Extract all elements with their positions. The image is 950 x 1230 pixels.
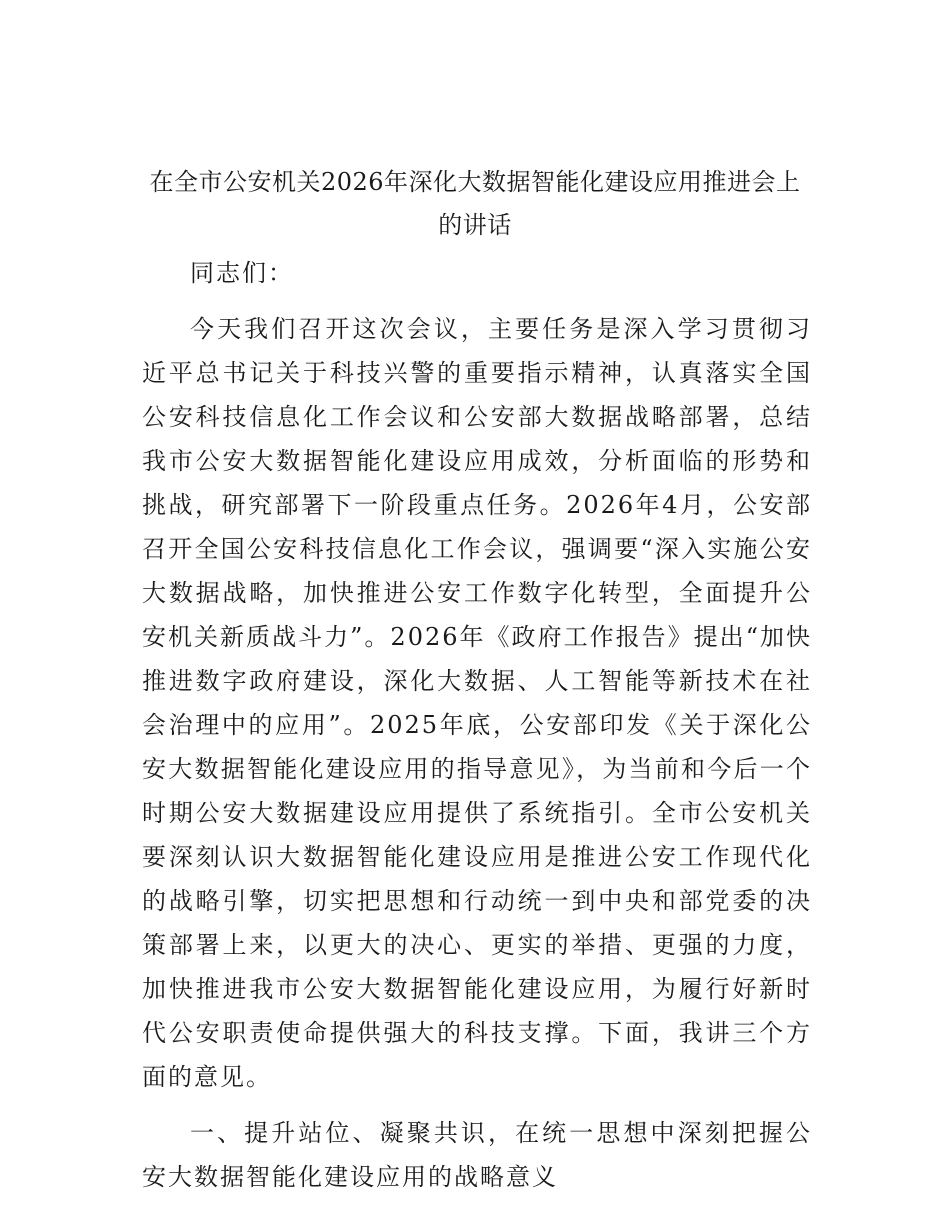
document-title: 在全市公安机关2026年深化大数据智能化建设应用推进会上的讲话 (149, 168, 801, 239)
paragraph-intro: 今天我们召开这次会议，主要任务是深入学习贯彻习近平总书记关于科技兴警的重要指示精神，认真落实全国公安科技信息化工作会议和公安部大数据战略部署，总结我市公安大数据智能化建设应用成效，分析面临的形势和挑战，研究部署下一阶段重点任务。2026年4月，公安部召开全国公安科技信息化工作会议，强调要“深入实施公安大数据战略，加快推进公安工作数字化转型，全面提升公安机关新质战斗力”。2026年《政府工作报告》提出“加快推进数字政府建设，深化大数据、人工智能等新技术在社会治理中的应用”。2025年底，公安部印发《关于深化公安大数据智能化建设应用的指导意见》，为当前和今后一个时期公安大数据建设应用提供了系统指引。全市公安机关要深刻认识大数据智能化建设应用是推进公安工作现代化的战略引擎，切实把思想和行动统一到中央和部党委的决策部署上来，以更大的决心、更实的举措、更强的力度，加快推进我市公安大数据智能化建设应用，为履行好新时代公安职责使命提供强大的科技支撑。下面，我讲三个方面的意见。 (142, 315, 812, 1091)
section-heading-1: 一、提升站位、凝聚共识，在统一思想中深刻把握公安大数据智能化建设应用的战略意义 (142, 1119, 812, 1191)
document-body (142, 251, 812, 1211)
salutation: 同志们： (190, 259, 294, 287)
